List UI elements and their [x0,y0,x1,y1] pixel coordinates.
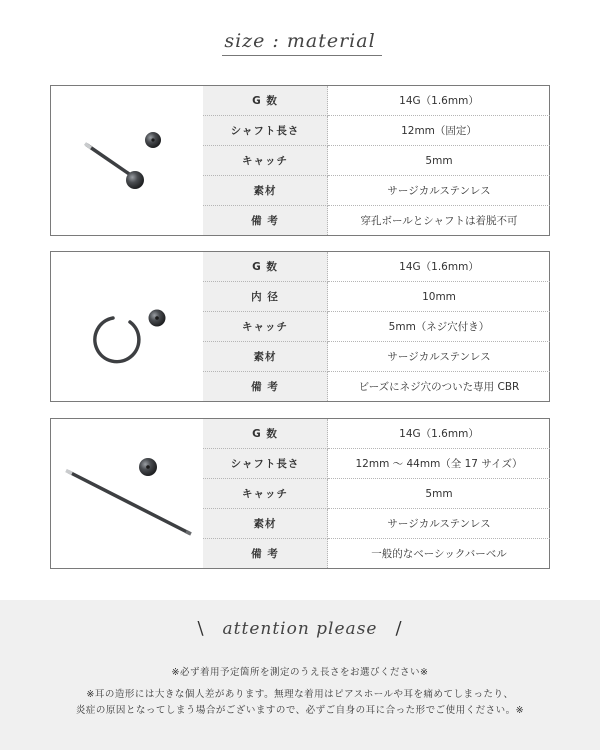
title-text: size : material [224,30,376,52]
table-row [203,206,550,236]
table-row [203,146,550,176]
table-row [203,116,550,146]
table-row [203,449,550,479]
spec-value: 12mm（固定） [328,116,551,146]
spec-value: サージカルステンレス [328,176,551,206]
spec-table-3 [203,419,550,568]
captive-bead-ring-icon [51,252,203,402]
slash-decoration: \ [197,618,205,639]
long-barbell-icon [51,419,203,569]
attention-title [0,618,600,639]
table-row [203,86,550,116]
table-row [203,372,550,402]
spec-value: 穿孔ボールとシャフトは着脱不可 [360,215,518,227]
table-row [203,509,550,539]
spec-label: キャッチ [203,146,328,176]
spec-label: 素材 [203,509,328,539]
spec-label: キャッチ [203,479,328,509]
table-row [203,479,550,509]
title-underline [222,55,382,56]
product-image-cbr [51,252,203,401]
spec-value: 14G（1.6mm） [328,419,551,449]
slash-decoration: / [395,618,403,639]
spec-label: 備 考 [203,372,328,402]
notice-line-2: ※耳の造形には大きな個人差があります。無理な着用はピアスホールや耳を痛めてしまったり、 [86,689,514,700]
spec-value: 14G（1.6mm） [328,252,551,282]
spec-value: 14G（1.6mm） [328,86,551,116]
table-row [203,419,550,449]
spec-value: 5mm [328,146,551,176]
table-row [203,252,550,282]
product-panel-barbell-long [50,418,550,569]
spec-label: G 数 [203,419,328,449]
product-image-short-barbell [51,86,203,235]
spec-label: 素材 [203,342,328,372]
table-row [203,539,550,569]
notice-line-1: ※必ず着用予定箇所を測定のうえ長さをお選びください※ [171,667,429,678]
spec-label: 内 径 [203,282,328,312]
spec-label: G 数 [203,86,328,116]
table-row [203,282,550,312]
spec-label: 備 考 [203,539,328,569]
spec-label: G 数 [203,252,328,282]
spec-label: キャッチ [203,312,328,342]
table-row [203,176,550,206]
attention-section [0,600,600,750]
table-row [203,342,550,372]
spec-table-1 [203,86,550,235]
spec-table-2 [203,252,550,401]
spec-label: シャフト長さ [203,449,328,479]
spec-value: サージカルステンレス [328,509,551,539]
spec-value: ビーズにネジ穴のついた専用 CBR [358,381,520,393]
notice-line-3: 炎症の原因となってしまう場合がございますので、必ずご自身の耳に合った形でご使用ください。※ [75,705,525,716]
attention-title-text: attention please [222,619,378,639]
spec-value: 一般的なベーシックバーベル [371,548,507,560]
spec-value: 5mm（ネジ穴付き） [328,312,551,342]
product-panel-cbr [50,251,550,402]
product-panel-barbell-short [50,85,550,236]
spec-value: サージカルステンレス [328,342,551,372]
table-row [203,312,550,342]
spec-label: 備 考 [203,206,328,236]
spec-label: シャフト長さ [203,116,328,146]
size-material-title [0,30,600,52]
short-barbell-icon [51,86,203,236]
spec-value: 5mm [328,479,551,509]
product-image-long-barbell [51,419,203,568]
spec-value: 10mm [328,282,551,312]
spec-label: 素材 [203,176,328,206]
spec-value: 12mm 〜 44mm（全 17 サイズ） [328,449,551,479]
